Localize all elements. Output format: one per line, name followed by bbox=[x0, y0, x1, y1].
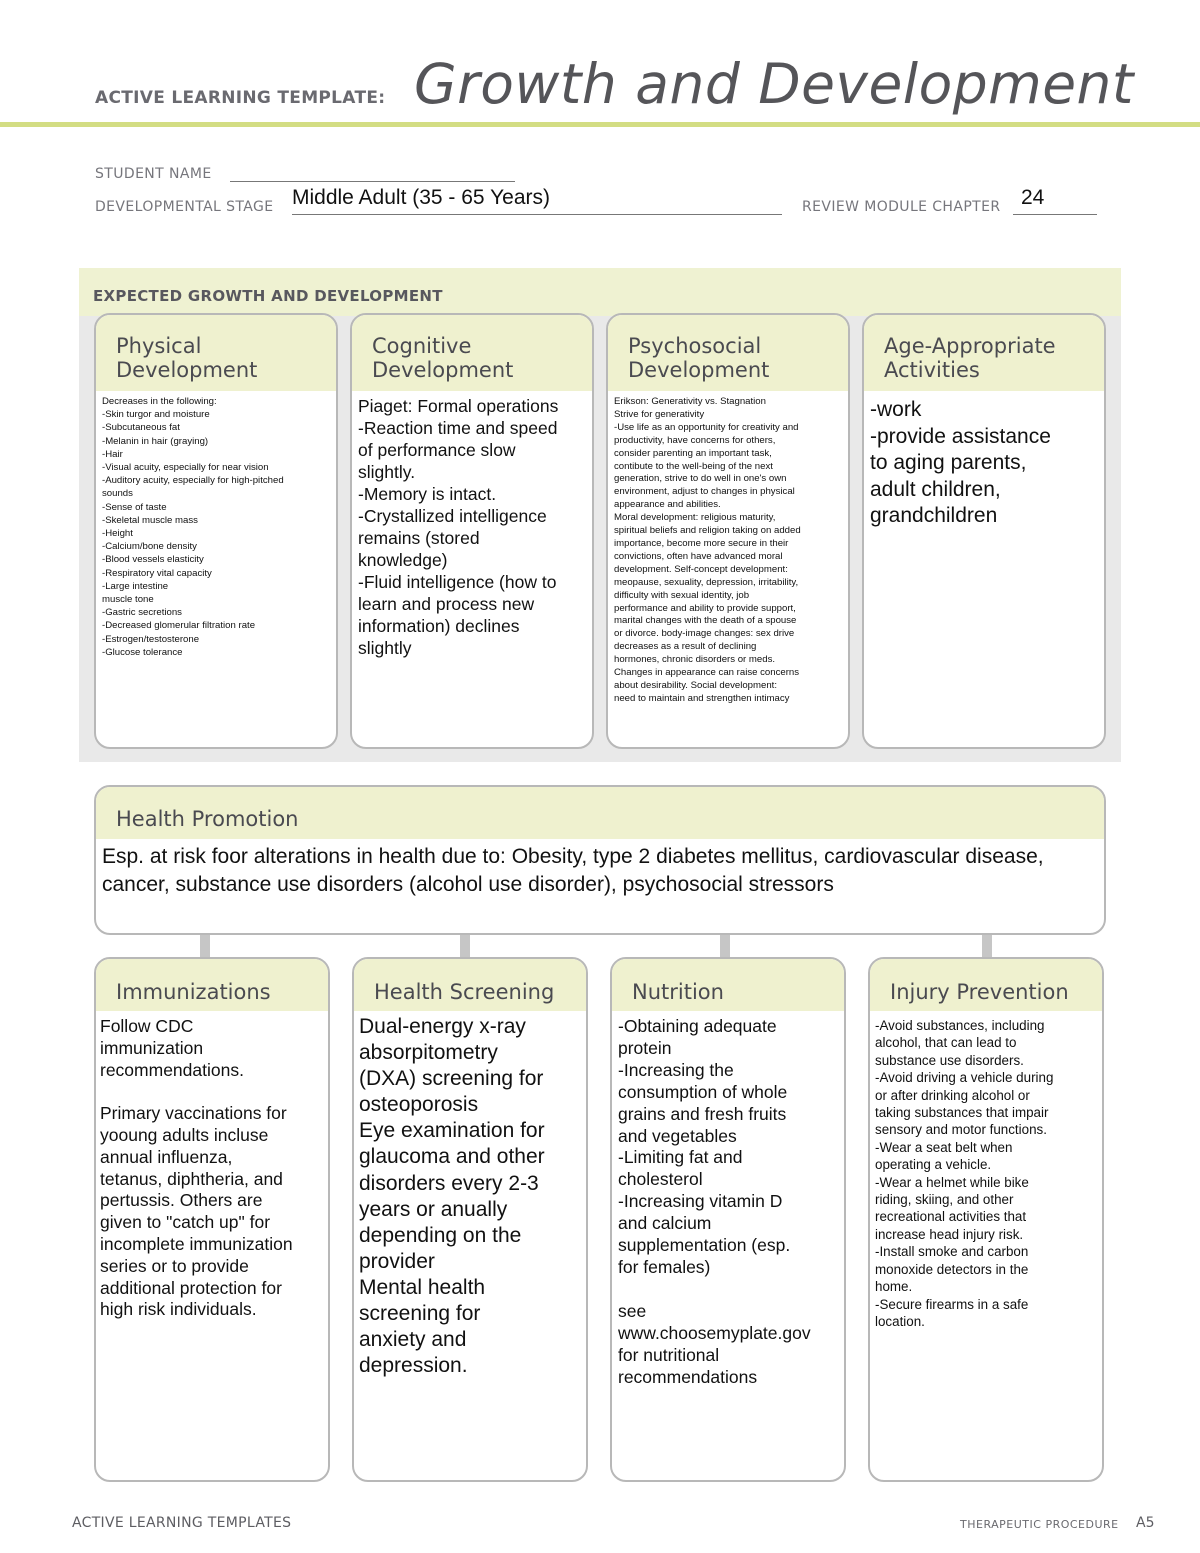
immunizations-card bbox=[94, 957, 330, 1482]
health-promotion-body: Esp. at risk foor alterations in health due to: Obesity, type 2 diabetes mellitus, cardiovascular disease, cancer, substance use disorders (alcohol use disorder), psychosocial stressors bbox=[102, 845, 1044, 896]
health-screening-header bbox=[354, 959, 586, 1011]
connector bbox=[720, 935, 730, 957]
developmental-stage-value: Middle Adult (35 - 65 Years) bbox=[292, 186, 550, 209]
review-module-value: 24 bbox=[1021, 186, 1045, 209]
health-promotion-title: Health Promotion bbox=[116, 807, 299, 831]
activities-card bbox=[862, 313, 1106, 749]
immunizations-header bbox=[96, 959, 328, 1011]
immunizations-title: Immunizations bbox=[116, 980, 271, 1004]
cognitive-card bbox=[350, 313, 594, 749]
cognitive-body: Piaget: Formal operations -Reaction time and speed of performance slow slightly. -Memory is intact. -Crystallized intelligence remains (stored knowledge) -Fluid intelligence (how to learn and process new information) declines slightly bbox=[358, 396, 559, 658]
student-name-label: STUDENT NAME bbox=[95, 166, 212, 182]
psychosocial-body: Erikson: Generativity vs. Stagnation Strive for generativity -Use life as an opportunity for creativity and productivity, have concerns for others, consider parenting an important task, contibute to the well-being of the next generation, strive to do well in one's own environment, adjust to changes in physical appearance and abilities. Moral development: religious maturity, spiritual beliefs and religion taking on added importance, become more secure in their convictions, often have advanced moral development. Self-concept development: meopause, sexuality, depression, irritability, difficulty with sexual identity, job performance and ability to provide support, marital changes with the death of a spouse or divorce. body-image changes: sex drive decreases as a result of declining hormones, chronic disorders or meds. Changes in appearance can raise concerns about desirability. Social development: need to maintain and strengthen intimacy bbox=[614, 396, 801, 704]
nutrition-body: -Obtaining adequate protein -Increasing the consumption of whole grains and fresh fruits and vegetables -Limiting fat and cholesterol -Increasing vitamin D and calcium supplementation (esp. for females) see www.choosemyplate.gov for nutritional recommendations bbox=[618, 1016, 811, 1387]
developmental-stage-label: DEVELOPMENTAL STAGE bbox=[95, 199, 274, 215]
review-module-field[interactable] bbox=[1013, 188, 1097, 215]
physical-body: Decreases in the following: -Skin turgor and moisture -Subcutaneous fat -Melanin in hair (graying) -Hair -Visual acuity, especially for near vision -Auditory acuity, especially for high-pitched sounds -Sense of taste -Skeletal muscle mass -Height -Calcium/bone density -Blood vessels elasticity -Respiratory vital capacity -Large intestine muscle tone -Gastric secretions -Decreased glomerular filtration rate -Estrogen/testosterone -Glucose tolerance bbox=[102, 396, 284, 658]
injury-prevention-card bbox=[868, 957, 1104, 1482]
student-name-field[interactable] bbox=[230, 164, 515, 182]
psychosocial-title: Psychosocial Development bbox=[628, 334, 770, 382]
injury-prevention-title: Injury Prevention bbox=[890, 980, 1069, 1004]
injury-prevention-body: -Avoid substances, including alcohol, that can lead to substance use disorders. -Avoid driving a vehicle during or after drinking alcohol or taking substances that impair sensory and motor functions. -Wear a seat belt when operating a vehicle. -Wear a helmet while bike riding, skiing, and other recreational activities that increase head injury risk. -Install smoke and carbon monoxide detectors in the home. -Secure firearms in a safe location. bbox=[875, 1018, 1054, 1329]
footer-page: A5 bbox=[1136, 1515, 1155, 1531]
physical-header bbox=[96, 315, 336, 391]
physical-title: Physical Development bbox=[116, 334, 258, 382]
expected-title: EXPECTED GROWTH AND DEVELOPMENT bbox=[93, 287, 443, 305]
review-module-label: REVIEW MODULE CHAPTER bbox=[802, 199, 1001, 215]
activities-header bbox=[864, 315, 1104, 391]
cognitive-title: Cognitive Development bbox=[372, 334, 514, 382]
header-rule bbox=[0, 122, 1200, 127]
nutrition-card bbox=[610, 957, 846, 1482]
nutrition-title: Nutrition bbox=[632, 980, 724, 1004]
immunizations-body: Follow CDC immunization recommendations. Primary vaccinations for yooung adults incluse annual influenza, tetanus, diphtheria, and pertussis. Others are given to "catch up" for incomplete immunization series or to provide additional protection for high risk individuals. bbox=[100, 1016, 293, 1320]
activities-body: -work -provide assistance to aging parents, adult children, grandchildren bbox=[870, 398, 1051, 527]
connector bbox=[200, 935, 210, 957]
cognitive-header bbox=[352, 315, 592, 391]
psychosocial-card bbox=[606, 313, 850, 749]
physical-card bbox=[94, 313, 338, 749]
health-promotion-card bbox=[94, 785, 1106, 935]
health-screening-body: Dual-energy x-ray absorpitometry (DXA) screening for osteoporosis Eye examination for glaucoma and other disorders every 2-3 years or anually depending on the provider Mental health screening for anxiety and depression. bbox=[359, 1015, 545, 1378]
health-screening-card bbox=[352, 957, 588, 1482]
template-title: Growth and Development bbox=[414, 52, 1134, 116]
template-label: ACTIVE LEARNING TEMPLATE: bbox=[95, 88, 386, 108]
connector bbox=[982, 935, 992, 957]
activities-title: Age-Appropriate Activities bbox=[884, 334, 1056, 382]
developmental-stage-field[interactable] bbox=[292, 188, 782, 215]
injury-prevention-header bbox=[870, 959, 1102, 1011]
nutrition-header bbox=[612, 959, 844, 1011]
health-screening-title: Health Screening bbox=[374, 980, 555, 1004]
footer-right: THERAPEUTIC PROCEDURE bbox=[960, 1518, 1119, 1531]
connector bbox=[460, 935, 470, 957]
health-promotion-header bbox=[96, 787, 1104, 839]
psychosocial-header bbox=[608, 315, 848, 391]
footer-left: ACTIVE LEARNING TEMPLATES bbox=[72, 1515, 292, 1531]
